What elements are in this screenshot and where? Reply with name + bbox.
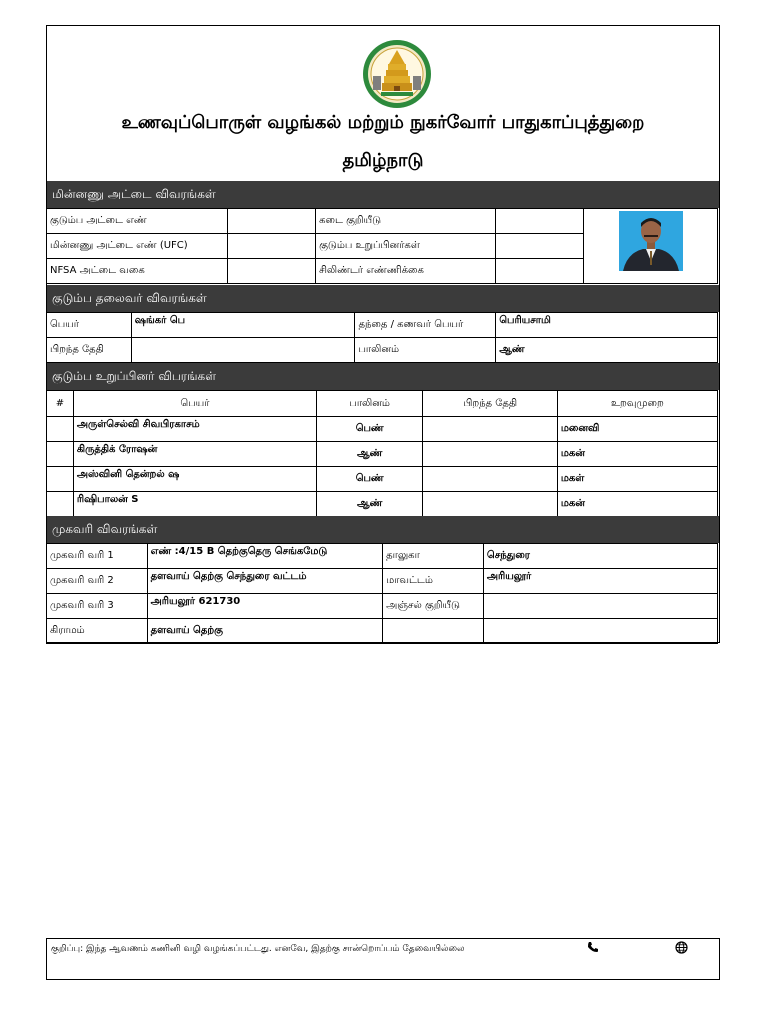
member-dob [423, 467, 557, 492]
address-line3-value: அரியலூர் 621730 [147, 594, 382, 619]
card-details-heading: மின்னணு அட்டை விவரங்கள் [47, 181, 719, 208]
globe-icon [675, 941, 688, 957]
col-name: பெயர் [73, 391, 316, 417]
tamil-nadu-emblem-icon [361, 38, 433, 110]
taluk-label: தாலுகா [383, 544, 484, 569]
state-title: தமிழ்நாடு [342, 150, 424, 171]
nfsa-type-label: NFSA அட்டை வகை [47, 259, 228, 284]
member-dob [423, 492, 557, 517]
table-row [47, 619, 718, 644]
member-gender: பெண் [316, 467, 423, 492]
cylinder-count-label: சிலிண்டர் எண்ணிக்கை [316, 259, 495, 284]
address-heading: முகவரி விவரங்கள் [47, 516, 719, 543]
head-gender-value: ஆண் [496, 338, 718, 363]
district-value: அரியலூர் [483, 569, 717, 594]
father-name-label: தந்தை / கணவர் பெயர் [355, 313, 496, 338]
members-heading: குடும்ப உறுப்பினர் விபரங்கள் [47, 363, 719, 390]
village-label: கிராமம் [47, 619, 148, 644]
phone-icon [587, 941, 599, 956]
member-number [47, 442, 74, 467]
family-members-value [495, 234, 583, 259]
village-value: தளவாய் தெற்கு [147, 619, 382, 644]
address-line1-value: எண் :4/15 B தெற்குதெரு செங்கமேடு [147, 544, 382, 569]
head-photo [619, 211, 683, 271]
card-number-value [227, 209, 315, 234]
col-gender: பாலினம் [316, 391, 423, 417]
table-row [47, 313, 718, 338]
member-relation: மனைவி [557, 417, 717, 442]
table-row [47, 417, 718, 442]
col-number: # [47, 391, 74, 417]
member-relation: மகன் [557, 492, 717, 517]
district-label: மாவட்டம் [383, 569, 484, 594]
table-row [47, 209, 718, 234]
card-number-label: குடும்ப அட்டை எண் [47, 209, 228, 234]
ufc-number-value [227, 234, 315, 259]
member-gender: ஆண் [316, 492, 423, 517]
address-line1-label: முகவரி வரி 1 [47, 544, 148, 569]
member-name: அருள்செல்வி சிவபிரகாசம் [73, 417, 316, 442]
member-gender: ஆண் [316, 442, 423, 467]
department-title: உணவுப்பொருள் வழங்கல் மற்றும் நுகர்வோர் பாதுகாப்புத்துறை [121, 112, 645, 133]
family-members-label: குடும்ப உறுப்பினர்கள் [316, 234, 495, 259]
member-relation: மகள் [557, 467, 717, 492]
member-relation: மகன் [557, 442, 717, 467]
table-row [47, 442, 718, 467]
table-row [47, 338, 718, 363]
col-relation: உறவுமுறை [557, 391, 717, 417]
ufc-number-label: மின்னணு அட்டை எண் (UFC) [47, 234, 228, 259]
table-row [47, 467, 718, 492]
taluk-value: செந்துரை [483, 544, 717, 569]
table-row [47, 492, 718, 517]
member-gender: பெண் [316, 417, 423, 442]
member-number [47, 417, 74, 442]
cylinder-count-value [495, 259, 583, 284]
pincode-label: அஞ்சல் குறியீடு [383, 594, 484, 619]
member-dob [423, 442, 557, 467]
table-row [47, 594, 718, 619]
ration-card-document [46, 25, 720, 643]
member-name: கிருத்திக் ரோஷன் [73, 442, 316, 467]
members-header-row [47, 391, 718, 417]
head-details-heading: குடும்ப தலைவர் விவரங்கள் [47, 285, 719, 312]
member-name: அஸ்வினி தென்றல் ஷ [73, 467, 316, 492]
member-number [47, 492, 74, 517]
footer-note: குறிப்பு: இந்த ஆவணம் கணினி வழி வழங்கப்பட்டது. எனவே, இதற்கு சான்றொப்பம் தேவையில்லை [51, 944, 465, 954]
footer-note-box [46, 938, 720, 980]
head-name-label: பெயர் [47, 313, 132, 338]
head-gender-label: பாலினம் [355, 338, 496, 363]
card-details-table [46, 208, 718, 284]
address-table [46, 543, 718, 644]
head-dob-label: பிறந்த தேதி [47, 338, 132, 363]
address-line2-label: முகவரி வரி 2 [47, 569, 148, 594]
head-dob-value [131, 338, 355, 363]
head-details-table [46, 312, 718, 363]
members-table [46, 390, 718, 517]
shop-code-label: கடை குறியீடு [316, 209, 495, 234]
empty-value [483, 619, 717, 644]
pincode-value [483, 594, 717, 619]
shop-code-value [495, 209, 583, 234]
table-row [47, 569, 718, 594]
person-photo-icon [619, 211, 683, 271]
member-number [47, 467, 74, 492]
head-name-value: ஷங்கர் பெ [131, 313, 355, 338]
address-line3-label: முகவரி வரி 3 [47, 594, 148, 619]
member-name: ரிஷிபாலன் S [73, 492, 316, 517]
col-dob: பிறந்த தேதி [423, 391, 557, 417]
address-line2-value: தளவாய் தெற்கு செந்துரை வட்டம் [147, 569, 382, 594]
table-row [47, 544, 718, 569]
nfsa-type-value [227, 259, 315, 284]
empty-label [383, 619, 484, 644]
member-dob [423, 417, 557, 442]
father-name-value: பெரியசாமி [496, 313, 718, 338]
